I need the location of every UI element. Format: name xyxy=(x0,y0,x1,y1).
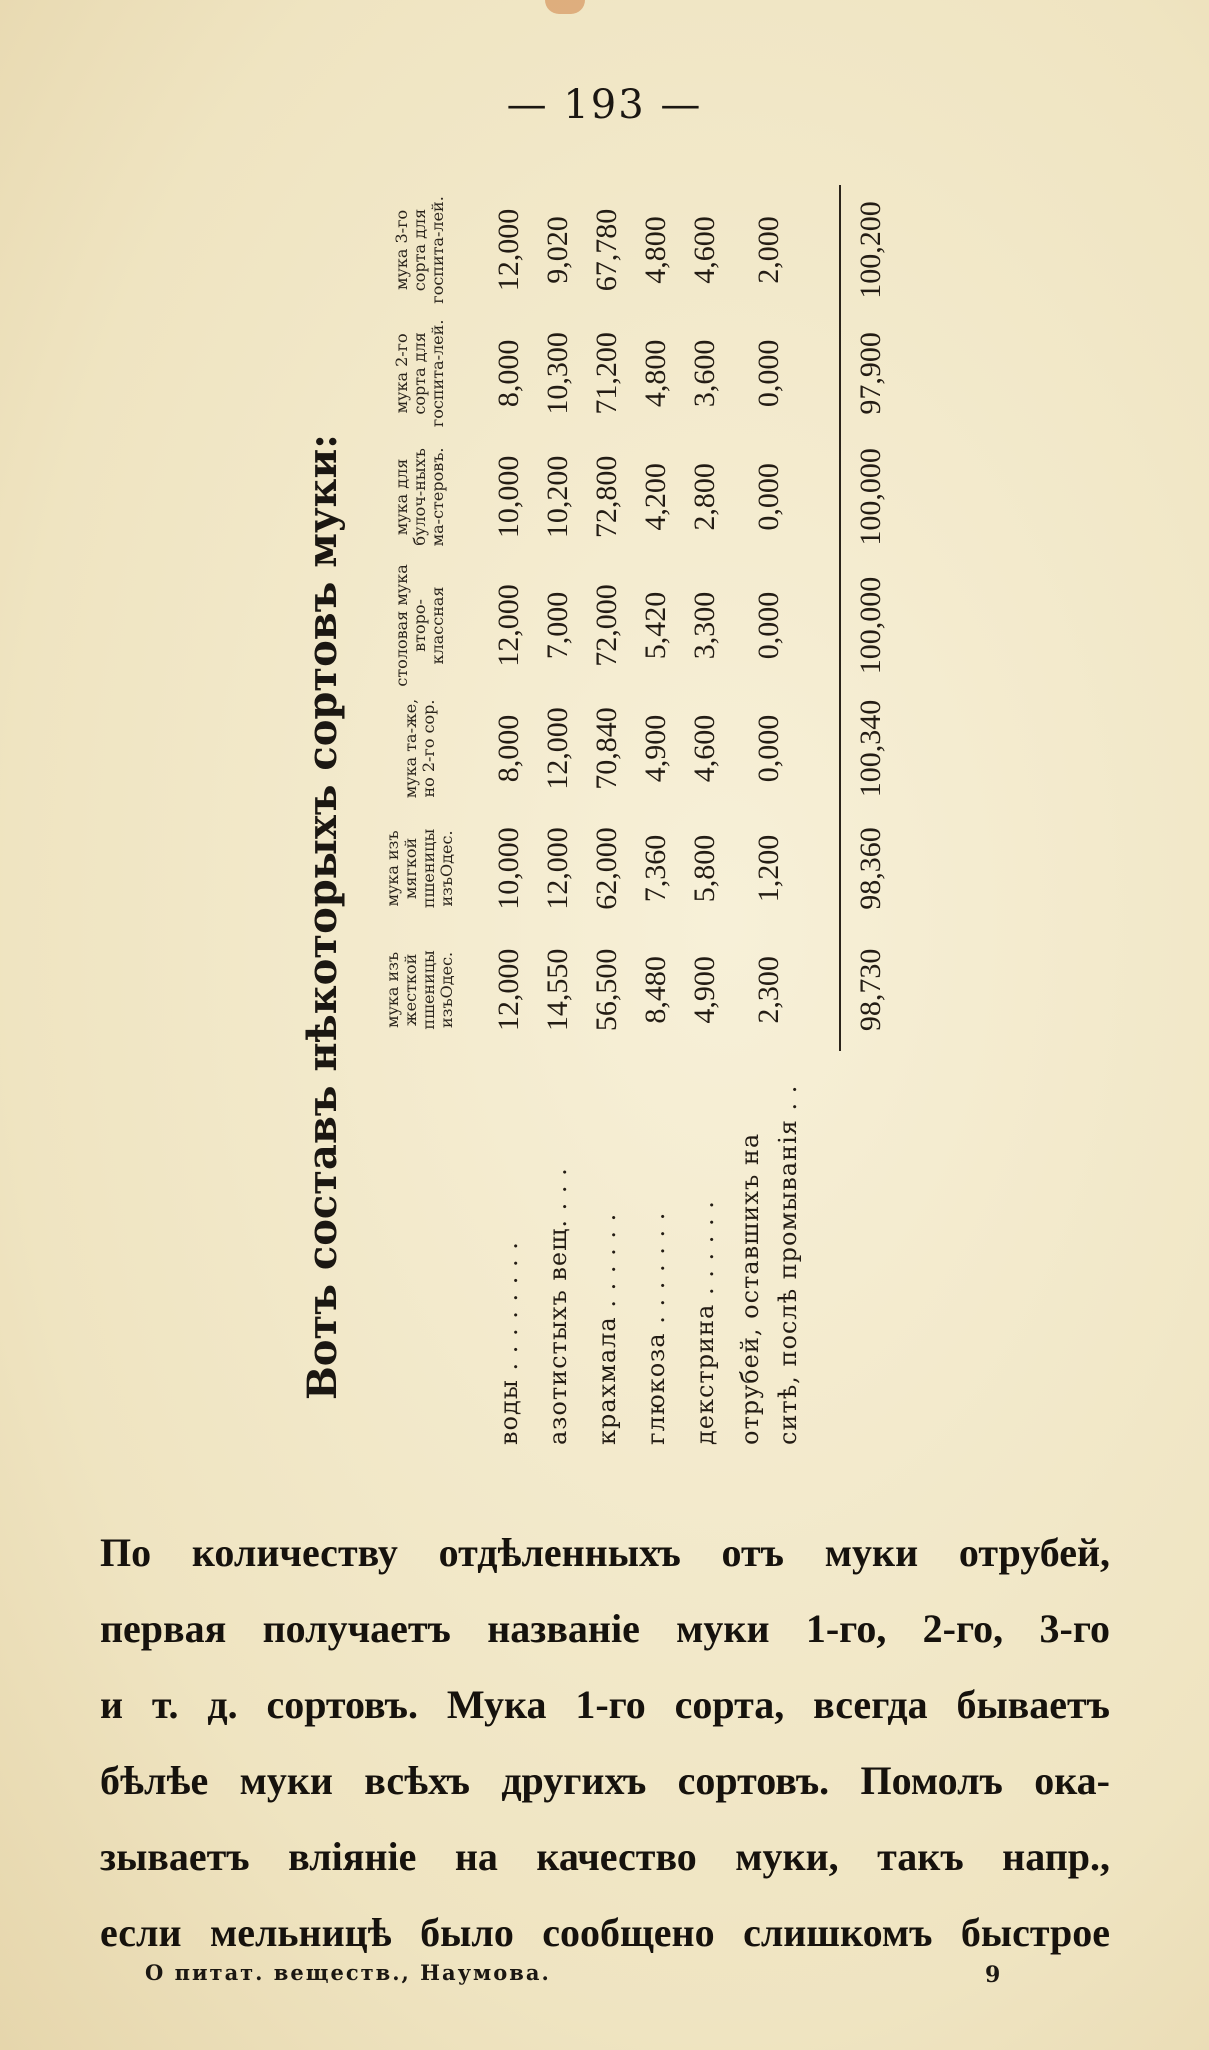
table-cell: 12,000 xyxy=(491,584,525,667)
table-cell: 8,000 xyxy=(491,339,525,408)
table-cell: 14,550 xyxy=(540,948,574,1032)
total-cell: 100,000 xyxy=(854,576,887,675)
table-cell: 72,000 xyxy=(589,584,623,667)
table-cell: 0,000 xyxy=(752,591,785,660)
total-cell: 98,360 xyxy=(854,827,887,910)
rule-cell xyxy=(809,929,840,1051)
table-row xyxy=(680,185,729,1445)
table-cell: 71,200 xyxy=(589,332,623,415)
table-cell: 10,300 xyxy=(540,332,574,415)
total-cell: 98,730 xyxy=(854,948,887,1032)
rule-spacer xyxy=(809,1051,840,1445)
table-cell: 62,000 xyxy=(589,827,623,910)
table-cell: 12,000 xyxy=(491,208,525,292)
total-cell: 100,000 xyxy=(854,448,887,546)
column-header: мука для булоч-ныхъ ма-стеровъ. xyxy=(392,447,447,547)
rule-cell xyxy=(809,315,840,432)
table-cell: 4,800 xyxy=(638,339,672,408)
table-cell: 0,000 xyxy=(752,463,785,531)
table-row xyxy=(729,185,809,1445)
table-cell: 3,300 xyxy=(687,591,721,660)
table-cell: 2,800 xyxy=(687,463,721,531)
flour-composition-table xyxy=(356,185,901,1445)
table-cell: 10,000 xyxy=(491,827,525,910)
table-title: Вотъ составъ нѣкоторыхъ сортовъ муки: xyxy=(299,434,346,1400)
row-label: глюкоза . . . . . . . xyxy=(641,1211,670,1445)
page-number: — 193 — xyxy=(506,82,703,128)
rule-cell xyxy=(809,185,840,315)
body-line: и т. д. сортовъ. Мука 1-го сорта, всегда бываетъ xyxy=(100,1682,1110,1727)
table-row xyxy=(484,185,533,1445)
body-line: По количеству отдѣленныхъ отъ муки отрубей, xyxy=(100,1530,1110,1575)
table-row xyxy=(533,185,582,1445)
table-cell: 8,480 xyxy=(638,956,672,1024)
table-cell: 56,500 xyxy=(589,948,623,1032)
column-header: столовая мука второ-классная xyxy=(392,564,447,687)
total-cell: 100,200 xyxy=(854,201,887,299)
table-cell: 5,420 xyxy=(638,591,672,660)
paper-stain xyxy=(545,0,585,14)
column-header-empty xyxy=(356,1051,484,1445)
header-row xyxy=(356,185,484,1445)
table-cell: 4,900 xyxy=(687,956,721,1024)
table-cell: 7,000 xyxy=(540,591,574,660)
table-cell: 12,000 xyxy=(491,948,525,1032)
table-cell: 4,800 xyxy=(638,216,672,284)
table-cell: 70,840 xyxy=(589,707,623,790)
body-line: зываетъ вліяніе на качество муки, такъ напр., xyxy=(100,1834,1110,1879)
table-cell: 4,600 xyxy=(687,714,721,783)
body-line: если мельницѣ было сообщено слишкомъ быстрое xyxy=(100,1910,1110,1955)
footer-sheet-number: 9 xyxy=(985,1962,1001,1988)
rule-cell xyxy=(809,432,840,562)
table-cell: 67,780 xyxy=(589,208,623,292)
row-label: азотистыхъ вещ. . . . xyxy=(543,1167,572,1445)
total-cell: 97,900 xyxy=(854,332,887,415)
table-cell: 5,800 xyxy=(687,834,721,903)
table-cell: 10,200 xyxy=(540,455,574,539)
table-cell: 2,300 xyxy=(752,956,785,1024)
table-cell: 4,900 xyxy=(638,714,672,783)
table-cell: 4,200 xyxy=(638,463,672,531)
table-cell: 12,000 xyxy=(540,827,574,910)
table-cell: 9,020 xyxy=(540,216,574,284)
table-cell: 2,000 xyxy=(752,216,785,284)
column-header: мука изъ жесткой пшеницы изъОдес. xyxy=(383,950,456,1030)
table-cell: 0,000 xyxy=(752,339,785,408)
body-paragraph xyxy=(100,1515,1110,1971)
body-line: первая получаетъ названіе муки 1-го, 2-го, 3-го xyxy=(100,1606,1110,1651)
totals-row xyxy=(840,185,901,1445)
row-label: крахмала . . . . . . xyxy=(592,1212,621,1445)
table-row xyxy=(582,185,631,1445)
table-cell: 72,800 xyxy=(589,455,623,539)
column-header: мука 2-го сорта для госпита-лей. xyxy=(392,319,447,428)
column-header: мука 3-го сорта для госпита-лей. xyxy=(392,196,447,304)
row-label-text: отрубей, оставшихъ на ситѣ, послѣ промыванія . . xyxy=(736,1084,802,1445)
table-cell: 10,000 xyxy=(491,455,525,539)
row-label: декстрина . . . . . . xyxy=(690,1200,719,1445)
rotated-table xyxy=(290,185,1010,1445)
table-cell: 1,200 xyxy=(752,834,785,903)
rule-cell xyxy=(809,808,840,929)
total-cell: 100,340 xyxy=(854,699,887,798)
table-cell: 7,360 xyxy=(638,834,672,903)
row-label: воды . . . . . . . . xyxy=(494,1241,523,1445)
footer-signature: О питат. веществ., Наумова. xyxy=(145,1960,551,1985)
rule-cell xyxy=(809,689,840,808)
table-cell: 3,600 xyxy=(687,339,721,408)
row-label xyxy=(729,1051,809,1445)
totals-label-empty xyxy=(840,1051,901,1445)
body-line: бѣлѣе муки всѣхъ другихъ сортовъ. Помолъ ока- xyxy=(100,1758,1110,1803)
rule-cell xyxy=(809,562,840,689)
column-header: мука изъ мягкой пшеницы изъОдес. xyxy=(383,828,456,909)
table-cell: 12,000 xyxy=(540,707,574,790)
table-row xyxy=(631,185,680,1445)
total-rule xyxy=(809,185,840,1445)
table-cell: 4,600 xyxy=(687,216,721,284)
table-cell: 0,000 xyxy=(752,714,785,783)
column-header: мука та-же, но 2-го сор. xyxy=(401,698,438,799)
table-cell: 8,000 xyxy=(491,714,525,783)
